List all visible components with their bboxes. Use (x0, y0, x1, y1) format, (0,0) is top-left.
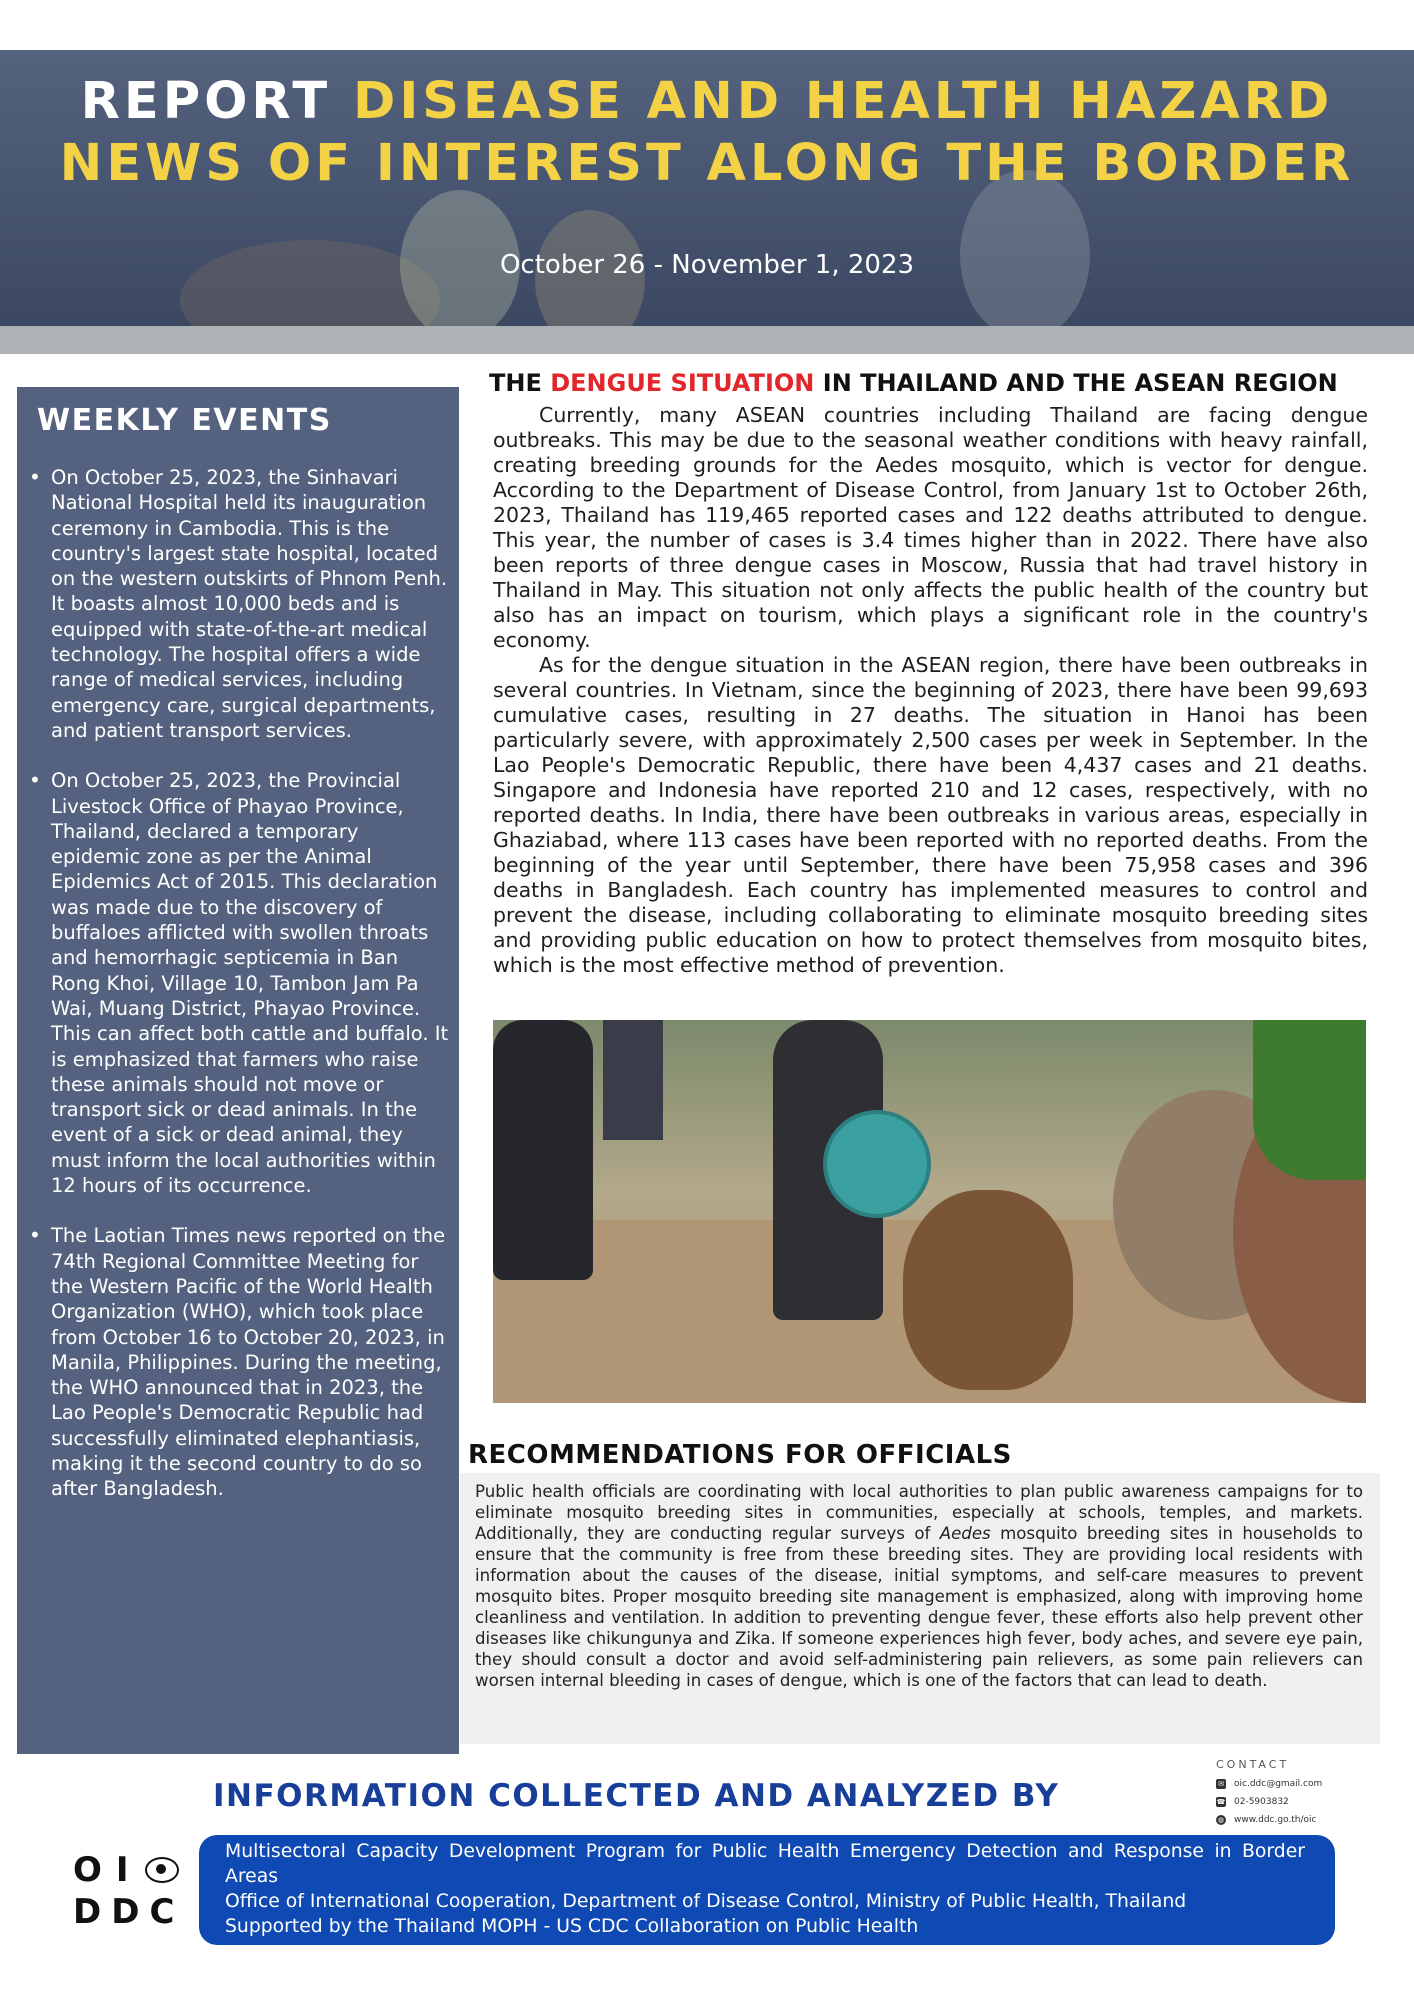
contact-email[interactable]: oic.ddc@gmail.com (1234, 1779, 1323, 1789)
globe-icon: ◍ (1217, 1816, 1225, 1824)
program-info-line: Office of International Cooperation, Department of Disease Control, Ministry of Public Health, Thailand (225, 1891, 1187, 1912)
article-title-prefix: THE (489, 369, 542, 397)
contact-phone-row[interactable] (1216, 1793, 1322, 1811)
program-info-lines (225, 1839, 1305, 1939)
recommendations-text (475, 1481, 1363, 1691)
program-info-line: Multisectoral Capacity Development Program for Public Health Emergency Detection and Response in Border Areas (225, 1841, 1305, 1887)
article-title-suffix: IN THAILAND AND THE ASEAN REGION (822, 369, 1338, 397)
oic-ddc-logo (73, 1850, 184, 1932)
weekly-events-heading: WEEKLY EVENTS (37, 403, 332, 438)
article-body (493, 403, 1368, 978)
report-title-line-1 (0, 72, 1414, 131)
header-divider-strip (0, 326, 1414, 354)
logo-line-1 (73, 1850, 184, 1890)
report-date-range: October 26 - November 1, 2023 (499, 250, 915, 280)
photo-jar-lid (823, 1110, 931, 1218)
article-paragraph: As for the dengue situation in the ASEAN region, there have been outbreaks in several countries. In Vietnam, since the beginning of 2023, there have been 99,693 cumulative cases, resulting in 27 deaths. The situation in Hanoi has been particularly severe, with approximately 2,500 cases per week in September. In the Lao People's Democratic Republic, there have been 4,437 cases and 21 deaths. Singapore and Indonesia have reported 210 and 12 cases, respectively, with no reported deaths. In India, there have been outbreaks in various areas, especially in Ghaziabad, where 113 cases have been reported with no reported deaths. From the beginning of the year until September, there have been 75,958 cases and 396 deaths in Bangladesh. Each country has implemented measures to control and prevent the disease, including collaborating to eliminate mosquito breeding sites and providing public education on how to protect themselves from mosquito bites, which is the most effective method of prevention. (493, 653, 1368, 977)
footer-heading: INFORMATION COLLECTED AND ANALYZED BY (213, 1778, 1060, 1814)
recommendations-heading: RECOMMENDATIONS FOR OFFICIALS (468, 1440, 1012, 1470)
weekly-event-item: • The Laotian Times news reported on the 74th Regional Committee Meeting for the Western Pacific of the World Health Organization (WHO), which took place from October 16 to October 20, 2023, in Manila, Philippines. During the meeting, the WHO announced that in 2023, the Lao People's Democratic Republic had successfully eliminated elephantiasis, making it the second country to do so after Bangladesh. (17, 1223, 459, 1501)
phone-icon: ☎ (1216, 1798, 1226, 1806)
contact-label: CONTACT (1216, 1758, 1290, 1771)
contact-website[interactable]: www.ddc.go.th/oic (1234, 1815, 1317, 1825)
email-icon: ✉ (1216, 1779, 1226, 1789)
logo-text-oi: OI (73, 1850, 143, 1890)
contact-phone[interactable]: 02-5903832 (1234, 1797, 1289, 1807)
contact-block (1216, 1758, 1322, 1829)
contact-web-row[interactable] (1216, 1811, 1322, 1829)
recommendations-box (460, 1473, 1380, 1744)
photo-water-jar (903, 1190, 1073, 1390)
title-report-word: REPORT (80, 72, 332, 131)
weekly-events-list (17, 465, 459, 1527)
recommendations-text-part: mosquito breeding sites in households to ensure that the community is free from these breeding sites. They are providing local residents with information about the causes of the disease, initial symptoms, and self-care measures to prevent mosquito bites. Proper mosquito breeding site management is emphasized, along with improving home cleanliness and ventilation. In addition to preventing dengue fever, these efforts also help prevent other diseases like chikungunya and Zika. If someone experiences high fever, body aches, and severe eye pain, they should consult a doctor and avoid self-administering pain relievers, as some pain relievers can worsen internal bleeding in cases of dengue, which is one of the factors that can lead to death. (475, 1524, 1363, 1690)
banner-background-shape (960, 170, 1090, 326)
weekly-event-item: • On October 25, 2023, the Sinhavari National Hospital held its inauguration ceremony in Cambodia. This is the country's largest state hospital, located on the western outskirts of Phnom Penh. It boasts almost 10,000 beds and is equipped with state-of-the-art medical technology. The hospital offers a wide range of medical services, including emergency care, surgical departments, and patient transport services. (17, 465, 459, 743)
eye-icon (145, 1857, 179, 1883)
program-info-line: Supported by the Thailand MOPH - US CDC Collaboration on Public Health (225, 1916, 919, 1937)
title-rest-line-1: DISEASE AND HEALTH HAZARD (352, 72, 1334, 131)
article-title-highlight: DENGUE SITUATION (550, 369, 815, 397)
photo-person (603, 1020, 663, 1140)
weekly-events-panel (17, 387, 459, 1754)
photo-foliage (1253, 1020, 1366, 1180)
weekly-event-item: • On October 25, 2023, the Provincial Livestock Office of Phayao Province, Thailand, declared a temporary epidemic zone as per the Animal Epidemics Act of 2015. This declaration was made due to the discovery of buffaloes afflicted with swollen throats and hemorrhagic septicemia in Ban Rong Khoi, Village 10, Tambon Jam Pa Wai, Muang District, Phayao Province. This can affect both cattle and buffalo. It is emphasized that farmers who raise these animals should not move or transport sick or dead animals. In the event of a sick or dead animal, they must inform the local authorities within 12 hours of its occurrence. (17, 768, 459, 1198)
article-title (489, 369, 1338, 397)
mosquito-survey-photo (493, 1020, 1366, 1403)
article-paragraph: Currently, many ASEAN countries including Thailand are facing dengue outbreaks. This may be due to the seasonal weather conditions with heavy rainfall, creating breeding grounds for the Aedes mosquito, which is vector for dengue. According to the Department of Disease Control, from January 1st to October 26th, 2023, Thailand has 119,465 reported cases and 122 deaths attributed to dengue. This year, the number of cases is 3.4 times higher than in 2022. There have also been reports of three dengue cases in Moscow, Russia that had travel history in Thailand in May. This situation not only affects the public health of the country but also has an impact on tourism, which plays a significant role in the country's economy. (493, 403, 1368, 652)
program-info-box (199, 1835, 1335, 1945)
contact-email-row[interactable] (1216, 1775, 1322, 1793)
report-title-line-2: NEWS OF INTEREST ALONG THE BORDER (59, 134, 1355, 193)
recommendations-italic-term: Aedes (939, 1524, 991, 1543)
recommendations-text-part: Public health officials are coordinating with local authorities to plan public awareness campaigns for to eliminate mosquito breeding sites in communities, especially at schools, temples, and markets. Additionally, they are conducting regular surveys of (475, 1482, 1363, 1543)
photo-person (493, 1020, 593, 1280)
logo-text-ddc: DDC (73, 1892, 185, 1932)
